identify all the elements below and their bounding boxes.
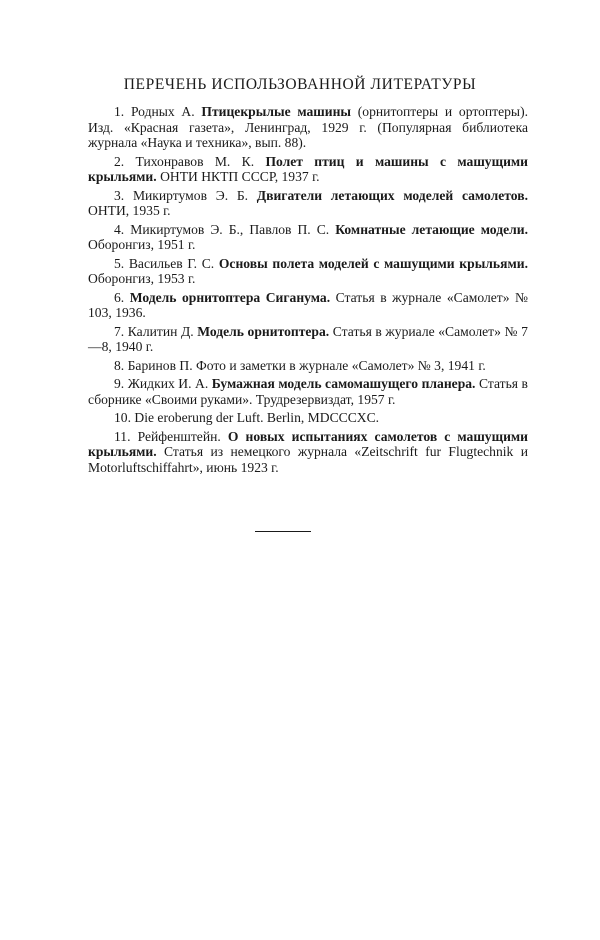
reference-details: Die eroberung der Luft. Berlin, MDCCCXC. (134, 410, 380, 425)
reference-author: Микиртумов Э. Б. (132, 187, 249, 203)
reference-number: 2. (114, 153, 125, 169)
reference-details: Статья в сборнике «Своими руками». Трудрезервиздат, 1957 г. (88, 376, 528, 407)
reference-title: Основы полета моделей с машущими крыльями. (218, 255, 528, 271)
reference-title: Бумажная модель самомашущего планера. (211, 376, 476, 391)
reference-number: 4. (114, 221, 125, 237)
reference-item (88, 104, 528, 151)
reference-author: Васильев Г. С. (128, 255, 215, 271)
reference-item (88, 256, 528, 287)
reference-number: 1. (114, 104, 125, 119)
reference-details: Статья из немецкого журнала «Zeitschrift fur Flugtechnik и Motorluftschiffahrt», июнь 1923 г. (88, 444, 528, 475)
reference-item (88, 188, 528, 219)
reference-details: Статья в журиале «Самолет» № 7—8, 1940 г. (88, 323, 528, 354)
reference-item (88, 290, 528, 321)
reference-author: Жидких И. А. (127, 376, 209, 391)
reference-author: Родных А. (130, 104, 195, 119)
reference-item (88, 410, 528, 426)
reference-title: Комнатные летающие модели. (335, 221, 528, 237)
end-divider (255, 531, 311, 532)
reference-author: Рейфенштейн. (137, 428, 221, 444)
reference-details: Оборонгиз, 1953 г. (88, 271, 196, 286)
reference-title: Птицекрылые машины (201, 104, 352, 119)
reference-author: Баринов П. (127, 357, 193, 373)
reference-item (88, 376, 528, 407)
reference-author: Микиртумов Э. Б., Павлов П. С. (130, 221, 330, 237)
reference-title: Модель орнитоптера. (197, 323, 330, 339)
reference-title: Модель орнитоптера Сиганума. (129, 289, 331, 305)
reference-details: ОНТИ, 1935 г. (88, 203, 171, 218)
reference-title: Полет птиц и машины с машущими крыльями. (88, 153, 528, 184)
reference-list (88, 104, 528, 478)
reference-details: Фото и заметки в журнале «Самолет» № 3, 1941 г. (196, 357, 486, 373)
reference-author: Тихонравов М. К. (135, 153, 255, 169)
reference-number: 10. (114, 410, 131, 425)
reference-item (88, 324, 528, 355)
reference-author: Калитин Д. (127, 323, 194, 339)
reference-number: 7. (114, 323, 125, 339)
reference-details: Статья в журнале «Самолет» № 103, 1936. (88, 289, 528, 320)
reference-number: 8. (114, 357, 125, 373)
reference-number: 11. (114, 428, 131, 444)
reference-number: 9. (114, 376, 125, 391)
reference-item (88, 429, 528, 476)
reference-number: 6. (114, 289, 125, 305)
reference-item (88, 358, 528, 374)
reference-title: О новых испытаниях самолетов с машущими крыльями. (88, 428, 529, 459)
reference-details: (орнитоптеры и ортоптеры). Изд. «Красная газета», Ленинград, 1929 г. (Популярная библиотека журнала «Наука и техника», вып. 88). (88, 104, 528, 150)
reference-number: 5. (114, 255, 125, 271)
page-title: ПЕРЕЧЕНЬ ИСПОЛЬЗОВАННОЙ ЛИТЕРАТУРЫ (123, 76, 477, 93)
reference-item (88, 222, 528, 253)
reference-details: Оборонгиз, 1951 г. (88, 237, 196, 252)
reference-details: ОНТИ НКТП СССР, 1937 г. (160, 169, 320, 184)
reference-item (88, 154, 528, 185)
reference-number: 3. (114, 187, 125, 203)
reference-title: Двигатели летающих моделей самолетов. (256, 187, 528, 203)
